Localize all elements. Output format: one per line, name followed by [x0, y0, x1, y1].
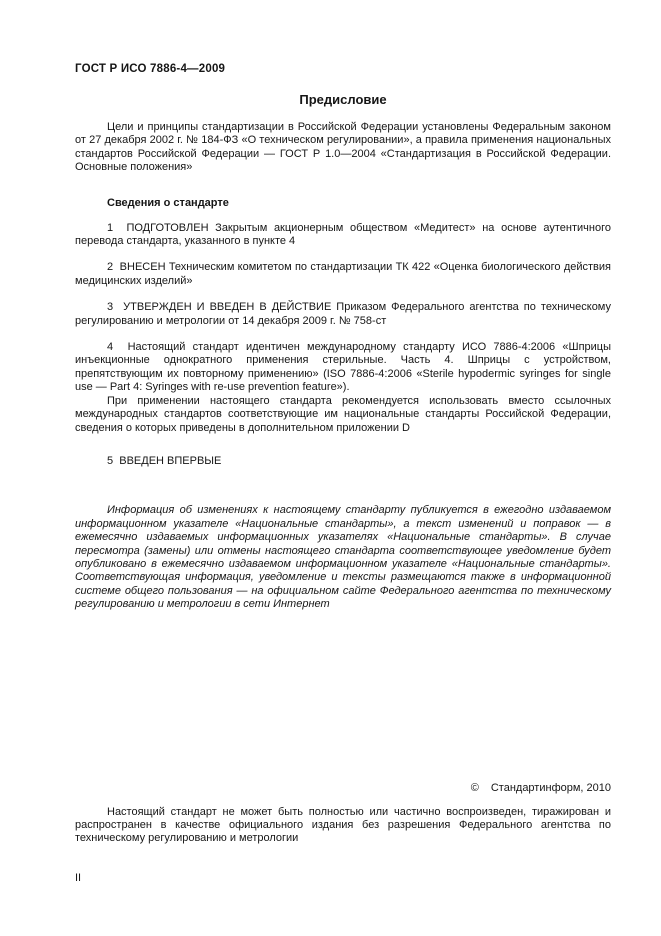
section-heading: Сведения о стандарте [107, 196, 229, 209]
doc-code: ГОСТ Р ИСО 7886-4—2009 [75, 63, 226, 75]
notice-paragraph: Информация об изменениях к настоящему стандарту публикуется в ежегодно издаваемом информационном указателе «Национальные стандарты», а текст изменений и поправок — в ежемесячно издаваемых информационных указателях «Национальные стандарты». В случае пересмотра (замены) или отмены настоящего стандарта соответствующее уведомление будет опубликовано в ежемесячно издаваемом информационном указателе «Национальные стандарты». Соответствующая информация, уведомление и тексты размещаются также в информационной системе общего пользования — на официальном сайте Федерального агентства по техническому регулированию и метрологии в сети Интернет [75, 504, 611, 611]
intro-paragraph: Цели и принципы стандартизации в Российской Федерации установлены Федеральным законом от 27 декабря 2002 г. № 184-ФЗ «О техническом регулировании», а правила применения национальных стандартов Российской Федерации — ГОСТ Р 1.0—2004 «Стандартизация в Российской Федерации. Основные положения» [75, 121, 611, 174]
page-number: II [75, 871, 82, 884]
standard-info-item-2: 2 ВНЕСЕН Техническим комитетом по стандартизации ТК 422 «Оценка биологического действия медицинских изделий» [75, 261, 611, 287]
standard-info-item-4-continuation: При применении настоящего стандарта рекомендуется использовать вместо ссылочных международных стандартов соответствующие им национальные стандарты Российской Федерации, сведения о которых приведены в дополнительном приложении D [75, 394, 611, 434]
standard-info-item-1: 1 ПОДГОТОВЛЕН Закрытым акционерным обществом «Медитест» на основе аутентичного перевода стандарта, указанного в пункте 4 [75, 221, 611, 248]
standard-info-item-3: 3 УТВЕРЖДЕН И ВВЕДЕН В ДЕЙСТВИЕ Приказом Федерального агентства по техническому регулированию и метрологии от 14 декабря 2009 г. № 758-ст [75, 301, 611, 327]
copyright-symbol: © [470, 781, 479, 794]
page-title: Предисловие [299, 92, 387, 107]
copyright-line [75, 782, 611, 794]
copyright-holder: Стандартинформ, 2010 [490, 781, 611, 794]
page-content [75, 0, 611, 885]
standard-info-item-5: 5 ВВЕДЕН ВПЕРВЫЕ [107, 454, 222, 467]
standard-info-item-4: 4 Настоящий стандарт идентичен международному стандарту ИСО 7886-4:2006 «Шприцы инъекционные однократного применения стерильные. Часть 4. Шприцы с устройством, препятствующим их повторному применению» (ISO 7886-4:2006 «Sterile hypodermic syringes for single use — Part 4: Syringes with re-use prevention feature»). [75, 341, 611, 394]
restriction-paragraph: Настоящий стандарт не может быть полностью или частично воспроизведен, тиражирован и распространен в качестве официального издания без разрешения Федерального агентства по техническому регулированию и метрологии [75, 805, 611, 845]
